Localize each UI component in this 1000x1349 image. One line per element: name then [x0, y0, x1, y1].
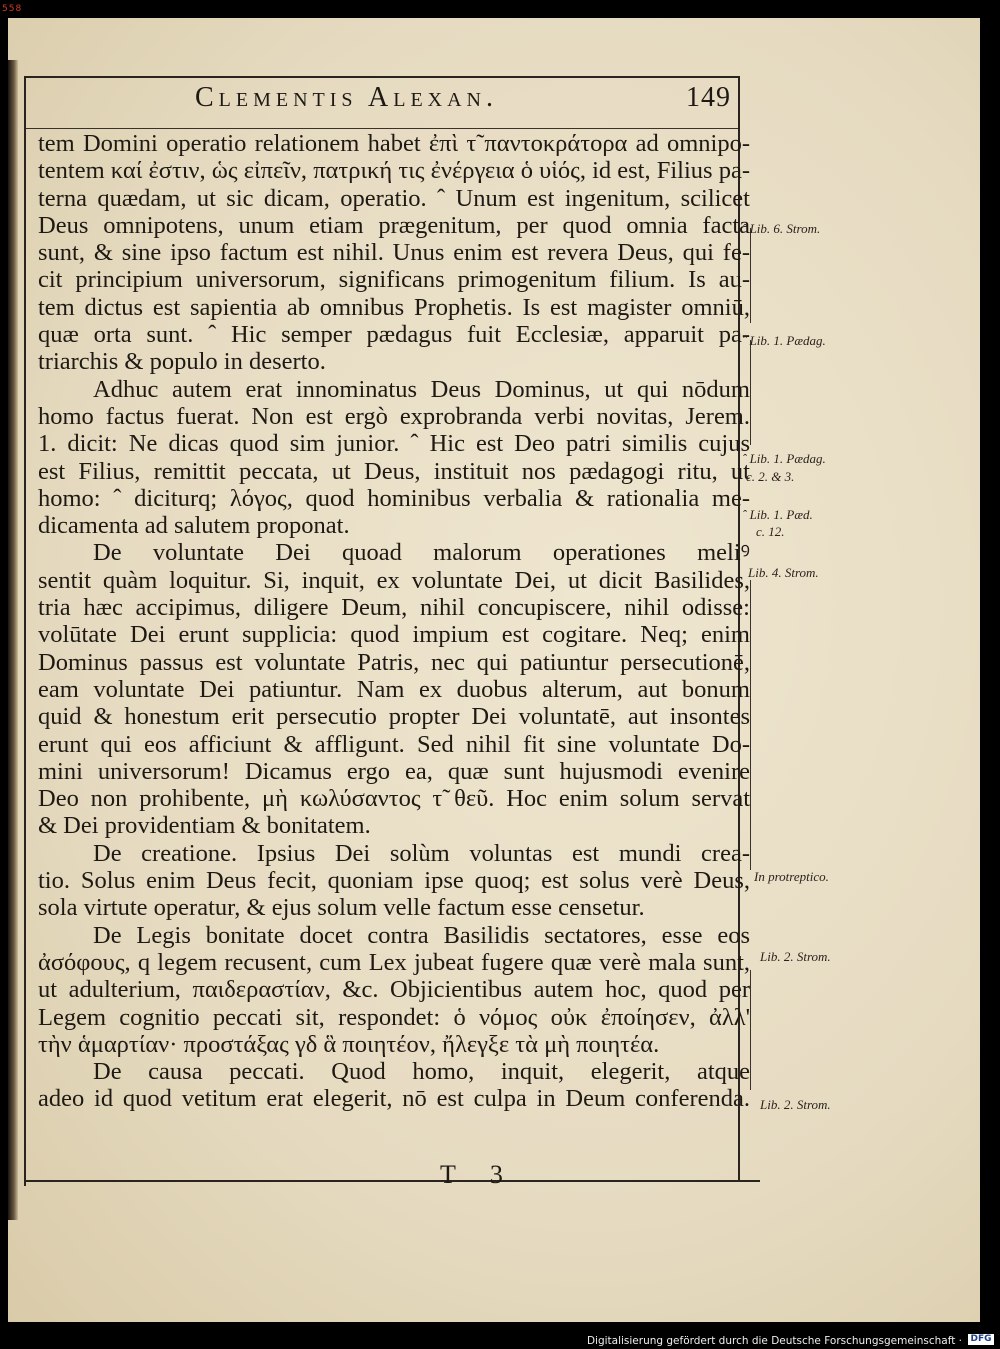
text-line: quid & honestum erit persecutio propter Dei voluntatē, aut insontes [38, 703, 750, 731]
frame-rule-bottom [24, 1180, 760, 1182]
text-line: adeo id quod vetitum erat elegerit, nō est culpa in Deum conferenda. [38, 1085, 750, 1113]
margin-note: ˆ Lib. 1. Pædag. [742, 451, 826, 466]
text-line: triarchis & populo in deserto. [38, 348, 326, 376]
section-heading-line: De voluntate Dei quoad malorum operationes meliꝰ [93, 539, 750, 567]
text-line: Legem cognitio peccati sit, respondet: ὁ νόμος οὐκ ἐποίησεν, ἀλλ' [38, 1003, 750, 1031]
frame-rule-top [24, 76, 740, 78]
text-line: 1. dicit: Ne dicas quod sim junior. ˆ Hic est Deo patri similis cujus [38, 430, 750, 458]
text-line: tio. Solus enim Deus fecit, quoniam ipse quoq; est solus verè Deus, [38, 867, 750, 895]
text-line: homo factus fuerat. Non est ergò exprobranda verbi novitas, Jerem. [38, 402, 750, 430]
margin-note: c. 12. [756, 524, 785, 539]
margin-bracket [750, 228, 751, 323]
margin-bracket [750, 340, 751, 445]
section-heading-line: De causa peccati. Quod homo, inquit, elegerit, atque [93, 1058, 750, 1086]
footer-credit: Digitalisierung gefördert durch die Deutsche Forschungsgemeinschaft · [586, 1335, 962, 1347]
text-line: & Dei providentiam & bonitatem. [38, 812, 371, 840]
text-line: dicamenta ad salutem proponat. [38, 512, 350, 540]
text-line: terna quædam, ut sic dicam, operatio. ˆ Unum est ingenitum, scilicet [38, 184, 750, 212]
margin-bracket [750, 580, 751, 870]
text-line: sola virtute operatur, & ejus solum velle factum esse censetur. [38, 894, 645, 922]
text-line: homo: ˆ diciturq; λόγος, quod hominibus verbalia & rationalia me- [38, 484, 750, 512]
digitization-footer [0, 1331, 1000, 1349]
page-binding-shadow [8, 60, 18, 1220]
section-heading-line: De Legis bonitate docet contra Basilidis sectatores, esse eos [93, 921, 750, 949]
text-line: Deo non prohibente, μὴ κωλύσαντος τ̃ θεῦ. Hoc enim solum servat [38, 785, 750, 813]
text-line: quæ orta sunt. ˆ Hic semper pædagus fuit Ecclesiæ, apparuit pa- [38, 321, 750, 349]
signature-mark: T 3 [440, 1160, 517, 1189]
running-title: Clementis Alexan. [195, 82, 498, 113]
text-line: Deus omnipotens, unum etiam prægenitum, per quod omnia facta [38, 211, 750, 239]
text-line: ut adulterium, παιδεραστίαν, &c. Objicientibus autem hoc, quod per [38, 976, 750, 1004]
text-line: tem Domini operatio relationem habet ἐπὶ τ̃ παντοκράτορα ad omnipo- [38, 130, 750, 157]
margin-note: c. 2. & 3. [746, 469, 795, 484]
margin-note: ˆ Lib. 6. Strom. [742, 221, 821, 236]
body-text [38, 130, 750, 1113]
frame-rule-left [24, 76, 26, 1186]
text-line: volūtate Dei erunt supplicia: quod impium est cogitare. Neq; enim [38, 621, 750, 649]
running-header [195, 82, 735, 122]
text-line: mini universorum! Dicamus ergo ea, quæ sunt hujusmodi evenire [38, 757, 750, 785]
text-line: eam voluntate Dei patiuntur. Nam ex duobus alterum, aut bonum [38, 675, 750, 703]
margin-note: In protreptico. [754, 869, 829, 884]
margin-note: Lib. 2. Strom. [760, 1097, 831, 1112]
margin-note: ˆ Lib. 1. Pædag. [742, 333, 826, 348]
scan-number: 558 [2, 4, 23, 14]
section-heading-line: De creatione. Ipsius Dei solùm voluntas est mundi crea- [93, 839, 750, 867]
text-line: tem dictus est sapientia ab omnibus Prophetis. Is est magister omniū, [38, 293, 750, 321]
margin-note: Lib. 2. Strom. [760, 949, 831, 964]
text-line: sunt, & sine ipso factum est nihil. Unus enim est revera Deus, qui fe- [38, 239, 750, 267]
margin-note: Lib. 4. Strom. [748, 565, 819, 580]
header-rule [26, 128, 738, 129]
margin-note: ˆ Lib. 1. Pæd. [742, 507, 813, 522]
text-line: erunt qui eos afficiunt & affligunt. Sed nihil fit sine voluntate Do- [38, 730, 750, 758]
text-line: tria hæc accipimus, diligere Deum, nihil concupiscere, nihil odisse: [38, 594, 750, 622]
text-line: Adhuc autem erat innominatus Deus Dominus, ut qui nōdum [93, 375, 750, 403]
text-line: Dominus passus est voluntate Patris, nec qui patiuntur persecutionē, [38, 648, 750, 676]
text-line: tentem καί ἐστιν, ὡς εἰπεῖν, πατρική τις ἐνέργεια ὁ υἱός, id est, Filius pa- [38, 157, 750, 185]
text-line: ἀσόφους, q legem recusent, cum Lex jubeat fugere quæ verè mala sunt, [38, 948, 750, 976]
dfg-logo: DFG [968, 1334, 994, 1345]
margin-bracket [750, 970, 751, 1090]
text-line: τὴν ἁμαρτίαν· προστάξας γδ ἃ ποιητέον, ἤλεγξε τὰ μὴ ποιητέα. [38, 1030, 660, 1058]
text-line: sentit quàm loquitur. Si, inquit, ex voluntate Dei, ut dicit Basilides, [38, 566, 750, 594]
text-line: cit principium universorum, significans primogenitum filium. Is au- [38, 266, 750, 294]
text-line: est Filius, remittit peccata, ut Deus, instituit nos pædagogi ritu, ut [38, 457, 750, 485]
page-number: 149 [686, 82, 731, 113]
